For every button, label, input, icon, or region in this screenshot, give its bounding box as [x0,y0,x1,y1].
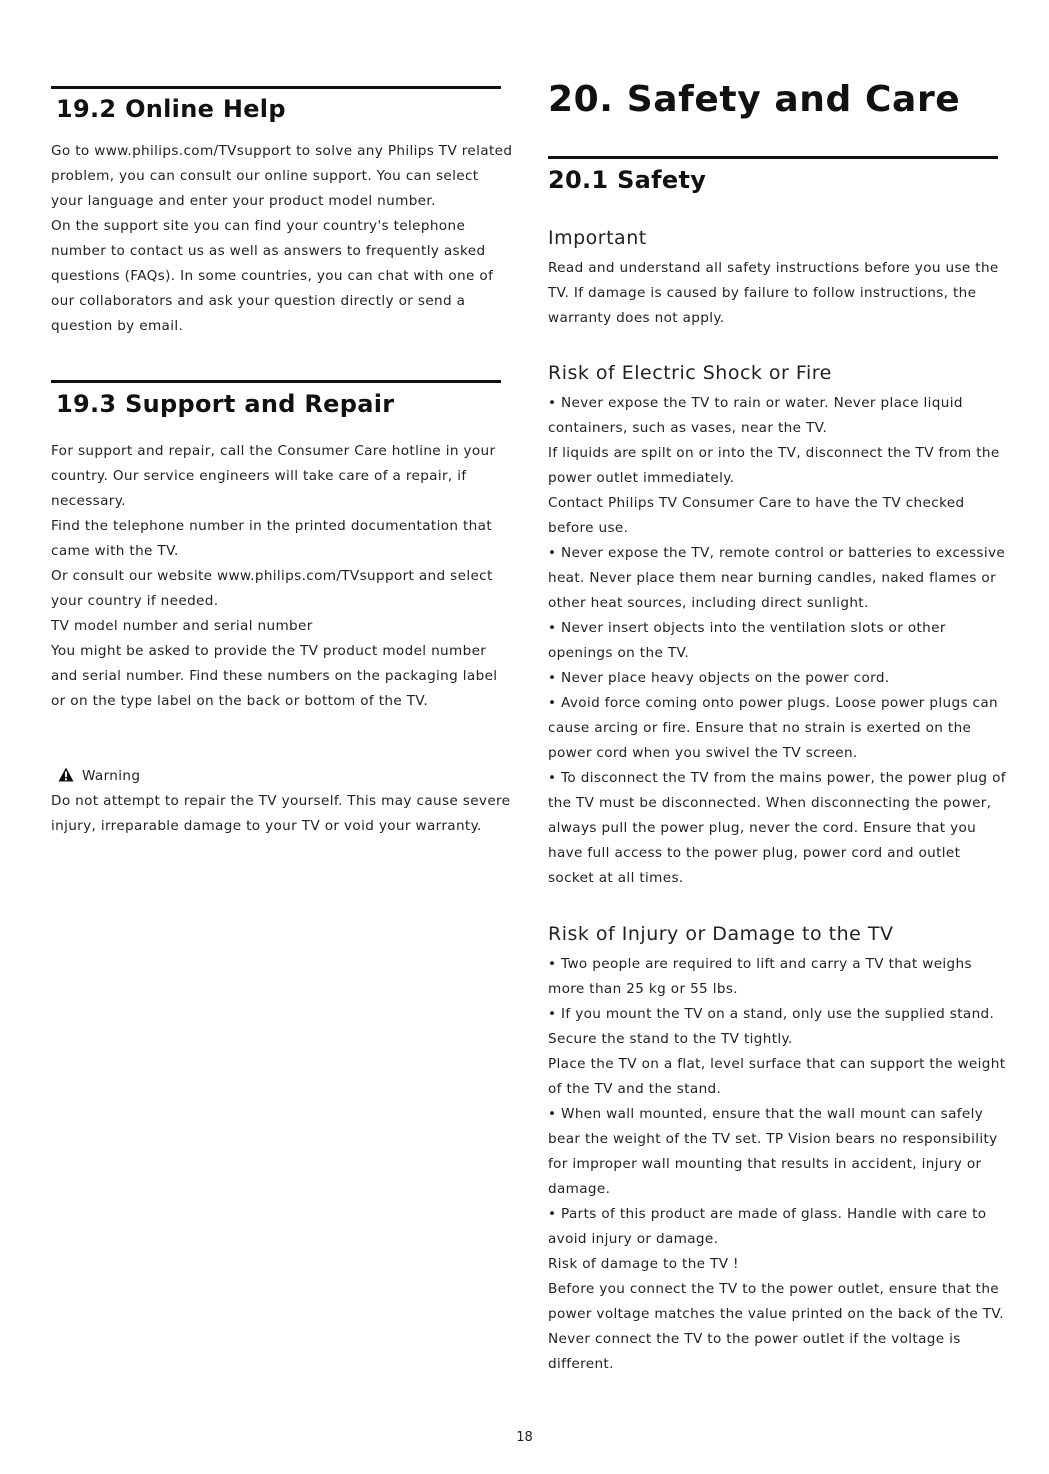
paragraph: Read and understand all safety instructions before you use the TV. If damage is caused by failure to follow instructions, the warranty does not apply. [548,260,999,326]
heading-support-repair: 19.3 Support and Repair [56,390,395,418]
paragraph: You might be asked to provide the TV product model number and serial number. Find these numbers on the packaging label or on the type label on the back or bottom of the TV. [51,643,498,709]
paragraph: Risk of damage to the TV ! [548,1256,739,1272]
warning-heading [58,764,140,791]
paragraph: Or consult our website www.philips.com/TVsupport and select your country if needed. [51,568,493,609]
important-body [548,256,1010,331]
paragraph: • Never insert objects into the ventilation slots or other openings on the TV. [548,620,946,661]
injury-body [548,952,1010,1377]
paragraph: • If you mount the TV on a stand, only use the supplied stand. Secure the stand to the TV tightly. [548,1006,995,1047]
paragraph: Go to www.philips.com/TVsupport to solve any Philips TV related problem, you can consult our online support. You can select your language and enter your product model number. [51,143,513,209]
paragraph: Place the TV on a flat, level surface that can support the weight of the TV and the stand. [548,1056,1006,1097]
paragraph: If liquids are spilt on or into the TV, disconnect the TV from the power outlet immediately. [548,445,1000,486]
paragraph: Before you connect the TV to the power outlet, ensure that the power voltage matches the value printed on the back of the TV. Never connect the TV to the power outlet if the voltage is different. [548,1281,1004,1372]
paragraph: Contact Philips TV Consumer Care to have the TV checked before use. [548,495,965,536]
paragraph: • Avoid force coming onto power plugs. Loose power plugs can cause arcing or fire. Ensure that no strain is exerted on the power cord when you swivel the TV screen. [548,695,999,761]
paragraph: TV model number and serial number [51,618,313,634]
paragraph: Find the telephone number in the printed documentation that came with the TV. [51,518,492,559]
chapter-title: 20. Safety and Care [548,79,961,120]
heading-online-help: 19.2 Online Help [56,95,286,123]
page-number: 18 [516,1430,533,1445]
paragraph: • When wall mounted, ensure that the wall mount can safely bear the weight of the TV set. TP Vision bears no responsibility for improper wall mounting that results in accident, injury or damage. [548,1106,998,1197]
paragraph: • Parts of this product are made of glass. Handle with care to avoid injury or damage. [548,1206,987,1247]
paragraph: • Never expose the TV, remote control or batteries to excessive heat. Never place them near burning candles, naked flames or other heat sources, including direct sunlight. [548,545,1006,611]
heading-safety: 20.1 Safety [548,166,707,194]
paragraph: For support and repair, call the Consumer Care hotline in your country. Our service engineers will take care of a repair, if necessary. [51,443,496,509]
section-rule-safety [548,156,998,159]
paragraph: • Never place heavy objects on the power cord. [548,670,890,686]
warning-body [51,789,513,839]
online-help-body [51,139,513,339]
paragraph: • To disconnect the TV from the mains power, the power plug of the TV must be disconnected. When disconnecting the power, always pull the power plug, never the cord. Ensure that you have full access to the power plug, power cord and outlet socket at all times. [548,770,1006,886]
electric-shock-body [548,391,1010,891]
warning-triangle-icon [58,766,74,791]
warning-label: Warning [82,768,141,784]
subheading-injury: Risk of Injury or Damage to the TV [548,923,894,945]
paragraph: • Two people are required to lift and carry a TV that weighs more than 25 kg or 55 lbs. [548,956,972,997]
subheading-electric-shock: Risk of Electric Shock or Fire [548,362,832,384]
support-repair-body [51,439,513,714]
subheading-important: Important [548,227,647,249]
section-rule-support-repair [51,380,501,383]
paragraph: Do not attempt to repair the TV yourself. This may cause severe injury, irreparable damage to your TV or void your warranty. [51,793,511,834]
section-rule-online-help [51,86,501,89]
paragraph: On the support site you can find your country's telephone number to contact us as well as answers to frequently asked questions (FAQs). In some countries, you can chat with one of our collaborators and ask your question directly or send a question by email. [51,218,494,334]
paragraph: • Never expose the TV to rain or water. Never place liquid containers, such as vases, near the TV. [548,395,963,436]
